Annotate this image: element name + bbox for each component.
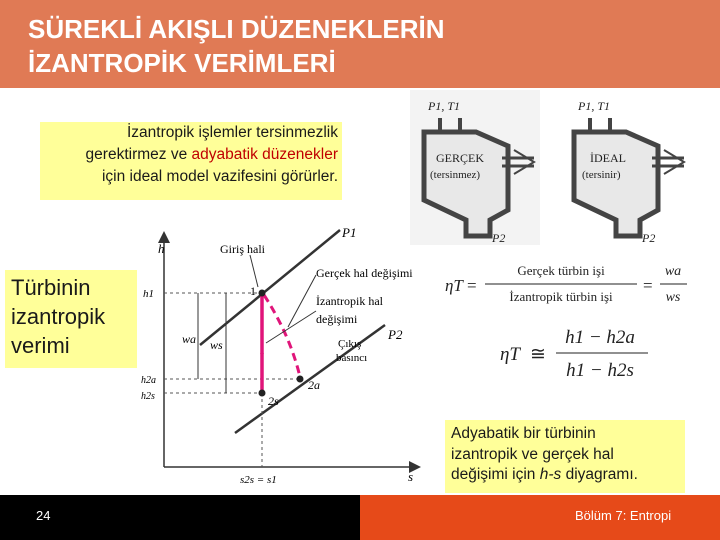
h2s-label: h2s bbox=[141, 391, 155, 402]
inlet-state-label: Giriş hali bbox=[220, 242, 265, 256]
state-2a-point bbox=[297, 376, 304, 383]
turbine-label-line2: izantropik bbox=[11, 304, 106, 329]
note-line1: İzantropik işlemler tersinmezlik bbox=[126, 124, 338, 141]
chapter-label: Bölüm 7: Entropi bbox=[575, 508, 672, 523]
turbine-label-line1: Türbinin bbox=[11, 275, 91, 300]
formula2-lhs: ηT bbox=[500, 344, 520, 365]
turbine-label-line3: verimi bbox=[11, 333, 70, 358]
wa-label: wa bbox=[182, 332, 197, 346]
note-box bbox=[40, 122, 342, 200]
note-line3: için ideal model vazifesini görürler. bbox=[101, 168, 338, 185]
state-1-point bbox=[259, 290, 266, 297]
formula1-denominator: İzantropik türbin işi bbox=[509, 289, 613, 304]
note-line2a: gerektirmez ve bbox=[85, 146, 192, 163]
isentropic-label-2: değişimi bbox=[316, 312, 358, 326]
h2a-label: h2a bbox=[141, 375, 156, 386]
actual-turbine-name: GERÇEK bbox=[436, 151, 484, 165]
state-1-label: 1 bbox=[250, 284, 256, 298]
p1-label: P1 bbox=[342, 225, 357, 240]
isentropic-label-1: İzantropik hal bbox=[316, 294, 383, 308]
efficiency-formula-2 bbox=[500, 318, 660, 384]
turbine-schematics bbox=[410, 90, 720, 250]
caption-line2: izantropik ve gerçek hal bbox=[451, 445, 614, 463]
actual-inlet-label: P1, T1 bbox=[428, 99, 461, 113]
formula1-rhs-numerator: wa bbox=[664, 264, 682, 279]
formula1-rhs-denominator: ws bbox=[665, 290, 681, 305]
formula1-lhs: ηT bbox=[445, 276, 463, 295]
ideal-turbine-sub: (tersinir) bbox=[582, 169, 621, 181]
svg-text:=: = bbox=[467, 276, 477, 295]
state-2s-point bbox=[259, 390, 266, 397]
caption-line3a: değişimi için bbox=[451, 466, 540, 483]
note-line2b: adyabatik düzenekler bbox=[191, 146, 338, 163]
ideal-turbine bbox=[574, 99, 684, 245]
formula2-denominator: h1 − h2s bbox=[566, 360, 634, 381]
slide-number: 24 bbox=[36, 508, 51, 523]
x-axis-label: s bbox=[408, 469, 414, 484]
formula1-numerator: Gerçek türbin işi bbox=[517, 263, 605, 278]
state-2a-label: 2a bbox=[308, 378, 320, 392]
actual-process-label: Gerçek hal değişimi bbox=[316, 266, 413, 280]
page-title-line2: İZANTROPİK VERİMLERİ bbox=[28, 48, 336, 78]
caption-line1: Adyabatik bir türbinin bbox=[451, 425, 596, 442]
svg-text:≅: ≅ bbox=[530, 344, 546, 365]
actual-process-curve bbox=[264, 295, 300, 377]
turbine-efficiency-label bbox=[5, 270, 137, 368]
formula2-numerator: h1 − h2a bbox=[565, 327, 635, 348]
hs-diagram bbox=[140, 215, 440, 495]
ideal-turbine-name: İDEAL bbox=[590, 151, 626, 165]
actual-outlet-label: P2 bbox=[492, 231, 506, 245]
svg-text:=: = bbox=[643, 276, 653, 295]
caption-line3b: h-s bbox=[539, 466, 562, 483]
s-axis-tick-label: s2s = s1 bbox=[240, 474, 277, 486]
title-bar bbox=[0, 0, 720, 88]
actual-turbine-sub: (tersinmez) bbox=[430, 169, 481, 181]
ideal-outlet-label: P2 bbox=[642, 231, 656, 245]
diagram-caption bbox=[445, 420, 685, 493]
ideal-inlet-label: P1, T1 bbox=[578, 99, 611, 113]
h1-label: h1 bbox=[143, 288, 154, 300]
ws-label: ws bbox=[210, 338, 223, 352]
exit-pressure-label-1: Çıkış bbox=[338, 338, 362, 350]
efficiency-formula-1 bbox=[445, 255, 690, 310]
state-2s-label: 2s bbox=[268, 394, 279, 408]
page-title-line1: SÜREKLİ AKIŞLI DÜZENEKLERİN bbox=[28, 14, 445, 44]
exit-pressure-label-2: basıncı bbox=[336, 352, 368, 364]
caption-line3c: diyagramı. bbox=[561, 466, 638, 483]
p2-label: P2 bbox=[388, 327, 403, 342]
y-axis-label: h bbox=[158, 241, 165, 256]
